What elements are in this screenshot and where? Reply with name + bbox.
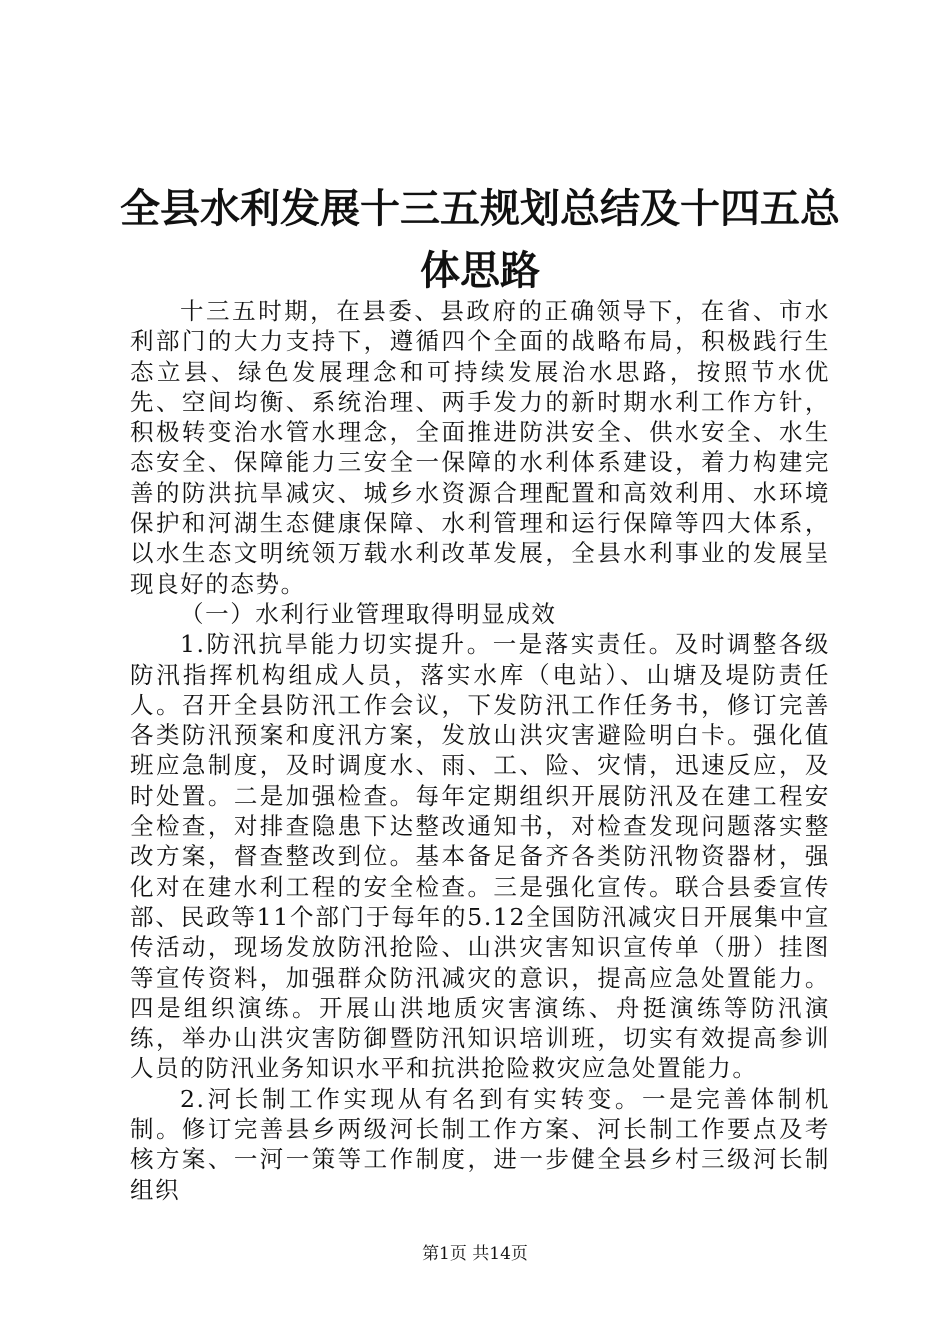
document-title: 全县水利发展十三五规划总结及十四五总体思路 <box>120 185 840 294</box>
river-chief-paragraph: 2.河长制工作实现从有名到有实转变。一是完善体制机制。修订完善县乡两级河长制工作方案、河长制工作要点及考核方案、一河一策等工作制度，进一步健全县乡村三级河长制组织 <box>130 1084 830 1204</box>
page-number: 第1页 <box>422 1244 467 1264</box>
intro-paragraph: 十三五时期，在县委、县政府的正确领导下，在省、市水利部门的大力支持下，遵循四个全面的战略布局，积极践行生态立县、绿色发展理念和可持续发展治水思路，按照节水优先、空间均衡、系统治理、两手发力的新时期水利工作方针，积极转变治水管水理念，全面推进防洪安全、供水安全、水生态安全、保障能力三安全一保障的水利体系建设，着力构建完善的防洪抗旱减灾、城乡水资源合理配置和高效利用、水环境保护和河湖生态健康保障、水利管理和运行保障等四大体系，以水生态文明统领万载水利改革发展，全县水利事业的发展呈现良好的态势。 <box>130 297 830 598</box>
page-footer <box>0 1243 950 1265</box>
section-heading: （一）水利行业管理取得明显成效 <box>180 599 557 628</box>
flood-control-paragraph: 1.防汛抗旱能力切实提升。一是落实责任。及时调整各级防汛指挥机构组成人员，落实水库（电站）、山塘及堤防责任人。召开全县防汛工作会议，下发防汛工作任务书，修订完善各类防汛预案和度汛方案，发放山洪灾害避险明白卡。强化值班应急制度，及时调度水、雨、工、险、灾情，迅速反应，及时处置。二是加强检查。每年定期组织开展防汛及在建工程安全检查，对排查隐患下达整改通知书，对检查发现问题落实整改方案，督查整改到位。基本备足备齐各类防汛物资器材，强化对在建水利工程的安全检查。三是强化宣传。联合县委宣传部、民政等11个部门于每年的5.12全国防汛减灾日开展集中宣传活动，现场发放防汛抢险、山洪灾害知识宣传单（册）挂图等宣传资料，加强群众防汛减灾的意识，提高应急处置能力。四是组织演练。开展山洪地质灾害演练、舟挺演练等防汛演练，举办山洪灾害防御暨防汛知识培训班，切实有效提高参训人员的防汛业务知识水平和抗洪抢险救灾应急处置能力。 <box>130 630 830 1083</box>
document-body <box>130 296 830 1205</box>
page-total: 共14页 <box>472 1244 528 1264</box>
